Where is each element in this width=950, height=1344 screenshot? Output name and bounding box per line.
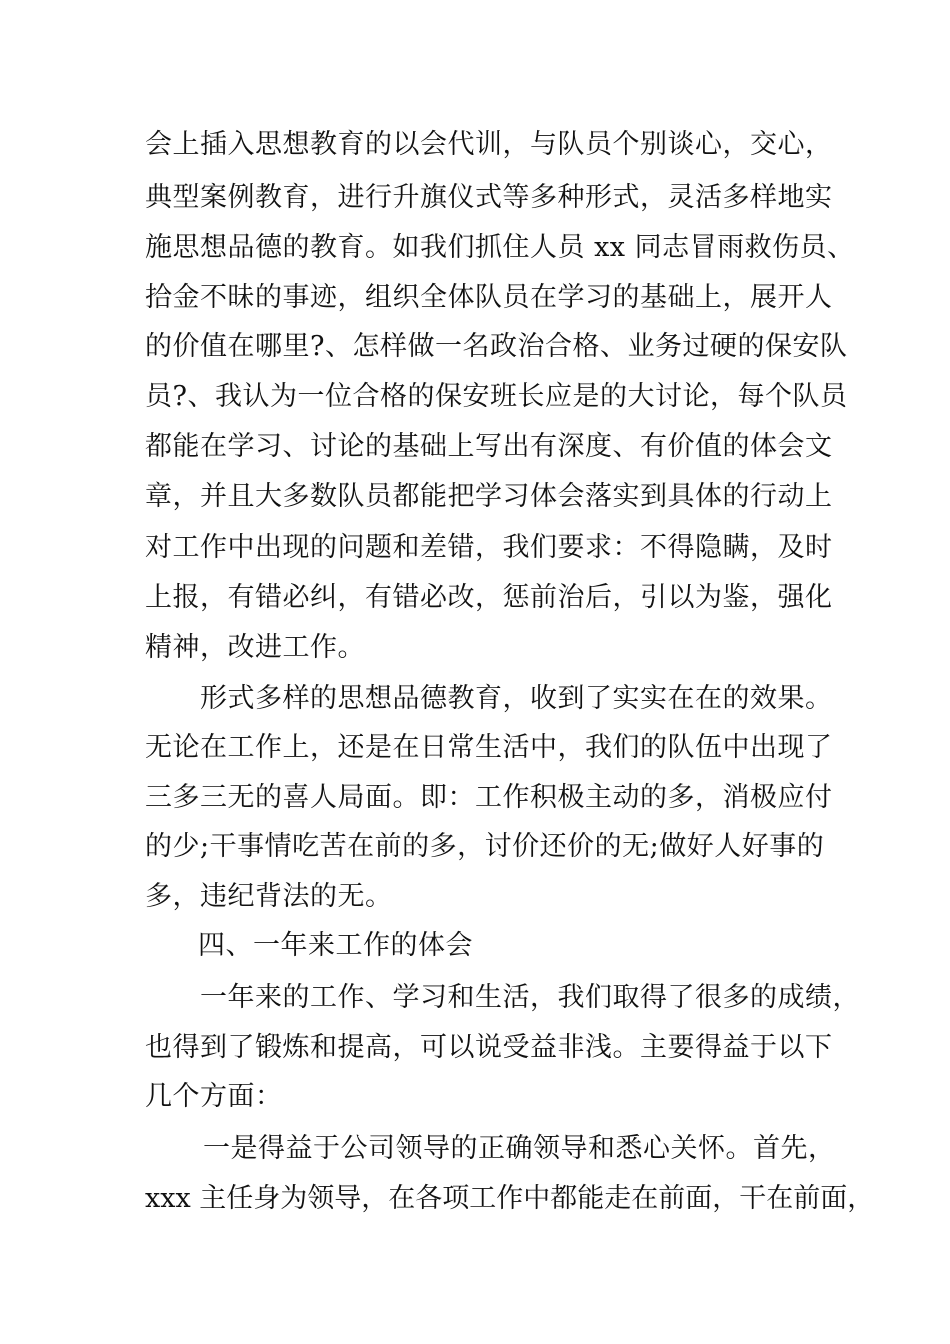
paragraph-first-line: 形式多样的思想品德教育，收到了实实在在的效果。 [200, 683, 833, 714]
text-line: 章，并且大多数队员都能把学习体会落实到具体的行动上 [145, 481, 833, 512]
text-line: 员?、我认为一位合格的保安班长应是的大讨论，每个队员 [145, 381, 848, 412]
text-line: 典型案例教育，进行升旗仪式等多种形式，灵活多样地实 [145, 182, 833, 213]
text-line: 会上插入思想教育的以会代训，与队员个别谈心，交心， [145, 129, 833, 160]
text-line: 精神，改进工作。 [145, 632, 365, 663]
text-line: 施思想品德的教育。如我们抓住人员 xx 同志冒雨救伤员、 [145, 232, 855, 263]
text-line: 几个方面： [145, 1081, 283, 1112]
text-line: 的少;干事情吃苦在前的多，讨价还价的无;做好人好事的 [145, 831, 825, 862]
text-line: 也得到了锻炼和提高，可以说受益非浅。主要得益于以下 [145, 1032, 833, 1063]
section-heading: 四、一年来工作的体会 [198, 930, 473, 961]
text-line: 的价值在哪里?、怎样做一名政治合格、业务过硬的保安队 [145, 331, 848, 362]
text-line: 对工作中出现的问题和差错，我们要求：不得隐瞒，及时 [145, 532, 833, 563]
text-line: 多，违纪背法的无。 [145, 881, 393, 912]
text-line: 拾金不昧的事迹，组织全体队员在学习的基础上，展开人 [145, 282, 833, 313]
text-line: 上报，有错必纠，有错必改，惩前治后，引以为鉴，强化 [145, 582, 833, 613]
text-line: 三多三无的喜人局面。即：工作积极主动的多，消极应付 [145, 782, 833, 813]
text-line: 无论在工作上，还是在日常生活中，我们的队伍中出现了 [145, 732, 833, 763]
text-line: xxx 主任身为领导，在各项工作中都能走在前面，干在前面， [145, 1183, 875, 1214]
paragraph-first-line: 一年来的工作、学习和生活，我们取得了很多的成绩， [200, 982, 860, 1013]
paragraph-first-line: 一是得益于公司领导的正确领导和悉心关怀。首先， [203, 1133, 836, 1164]
text-line: 都能在学习、讨论的基础上写出有深度、有价值的体会文 [145, 431, 833, 462]
